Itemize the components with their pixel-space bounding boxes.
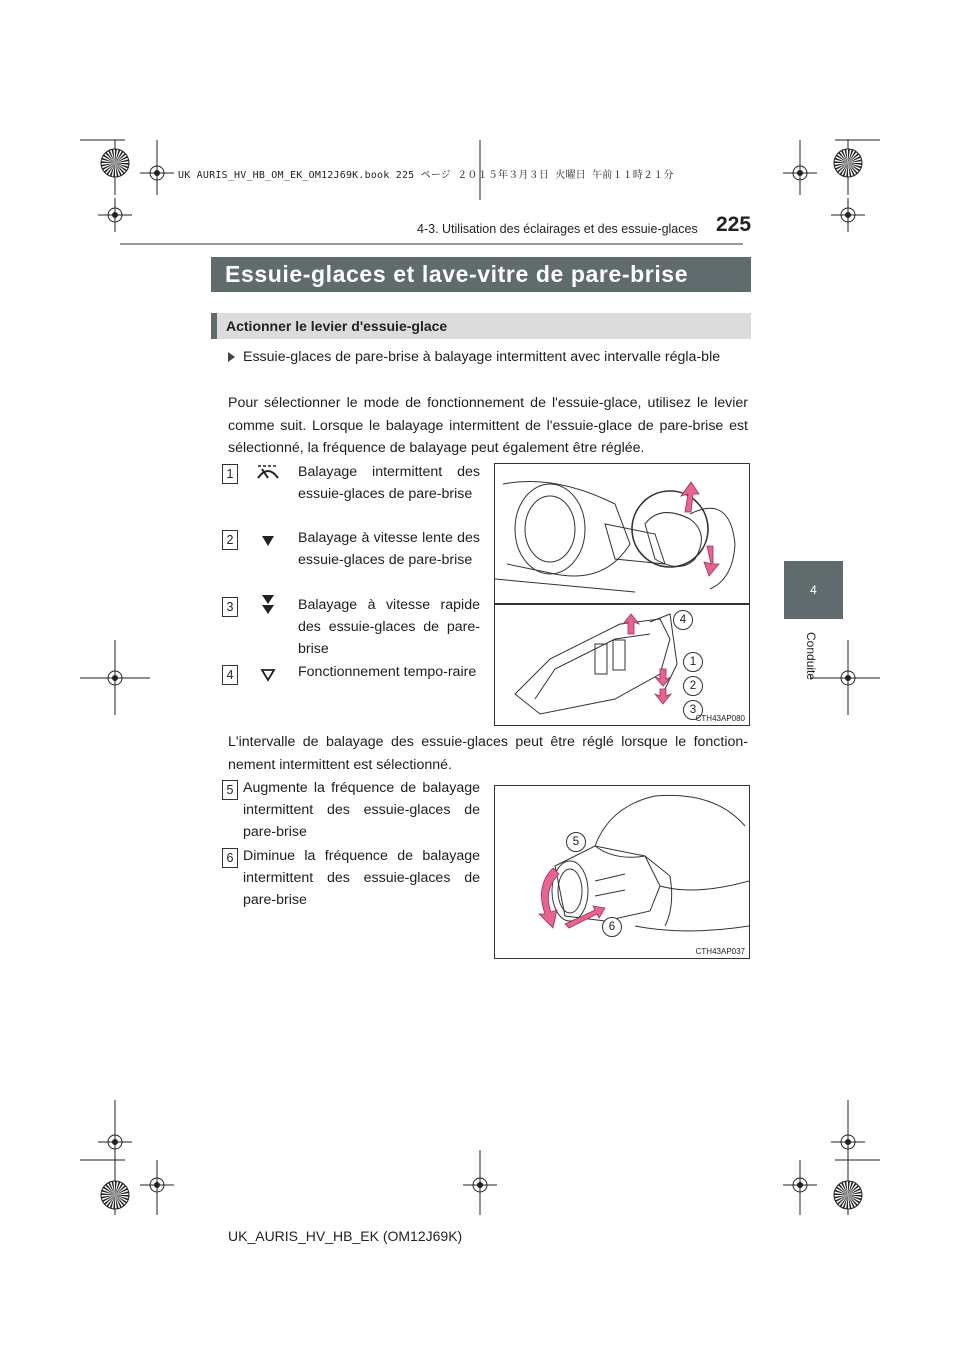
callout-4: 4	[673, 610, 693, 630]
low-speed-icon	[255, 530, 281, 552]
adjust-text-5: Augmente la fréquence de balayage intermittent des essuie-glaces de pare-brise	[243, 780, 480, 840]
callout-5: 5	[566, 832, 586, 852]
page-number: 225	[716, 213, 752, 236]
mode-number-4: 4	[222, 665, 238, 685]
lever-illustration	[495, 464, 749, 725]
adjust-number-5: 5	[222, 780, 238, 800]
section-title: 4-3. Utilisation des éclairages et des essuie-glaces	[417, 222, 698, 236]
mode-text-2: Balayage à vitesse lente des essuie-glaces de pare-brise	[298, 530, 480, 568]
knob-illustration	[495, 786, 749, 958]
subtitle: Actionner le levier d'essuie-glace	[226, 318, 448, 334]
figure-interval-knob	[494, 785, 750, 959]
mode-text-3: Balayage à vitesse rapide des essuie-glaces de pare-brise	[298, 597, 480, 657]
callout-2: 2	[683, 676, 703, 696]
mode-number-2: 2	[222, 530, 238, 550]
interval-paragraph: L'intervalle de balayage des essuie-glaces peut être réglé lorsque le fonction-nement intermittent est sélectionné.	[228, 734, 748, 773]
subtitle-bar	[211, 313, 751, 339]
print-header: UK AURIS_HV_HB_OM_EK_OM12J69K.book 225 ページ ２０１５年３月３日 火曜日 午前１１時２１分	[178, 170, 674, 181]
callout-3: 3	[683, 700, 703, 720]
high-speed-icon	[255, 594, 281, 616]
mode-text-4: Fonctionnement tempo-raire	[298, 664, 477, 680]
bullet-text: Essuie-glaces de pare-brise à balayage intermittent avec intervalle régla-ble	[243, 349, 721, 365]
mode-text-1: Balayage intermittent des essuie-glaces de pare-brise	[298, 464, 480, 502]
adjust-text-6: Diminue la fréquence de balayage intermittent des essuie-glaces de pare-brise	[243, 848, 480, 908]
mode-number-1: 1	[222, 464, 238, 484]
chapter-label-text: Conduite	[804, 632, 818, 681]
footer-id: UK_AURIS_HV_HB_EK (OM12J69K)	[228, 1228, 463, 1244]
bullet-arrow-icon	[228, 352, 235, 362]
callout-6: 6	[602, 917, 622, 937]
chapter-label	[804, 632, 818, 692]
intro-paragraph: Pour sélectionner le mode de fonctionnement de l'essuie-glace, utilisez le levier comme suit. Lorsque le balayage intermittent de l'essuie-glace de pare-brise est sélectionné, la fréquence de balayage peut également être réglée.	[228, 395, 748, 456]
page-title: Essuie-glaces et lave-vitre de pare-brise	[225, 261, 689, 287]
header-rule	[120, 243, 743, 245]
callout-1: 1	[683, 652, 703, 672]
chapter-tab: 4	[784, 561, 843, 619]
page-title-bar	[211, 257, 751, 292]
mist-icon	[255, 664, 281, 686]
figure-code: CTH43AP080	[695, 714, 745, 723]
figure-wiper-lever	[494, 463, 750, 726]
bullet-item	[228, 346, 748, 369]
adjust-number-6: 6	[222, 848, 238, 868]
subtitle-accent	[211, 313, 217, 339]
mode-number-3: 3	[222, 597, 238, 617]
figure-code: CTH43AP037	[695, 947, 745, 956]
intermittent-wiper-icon	[255, 462, 281, 484]
